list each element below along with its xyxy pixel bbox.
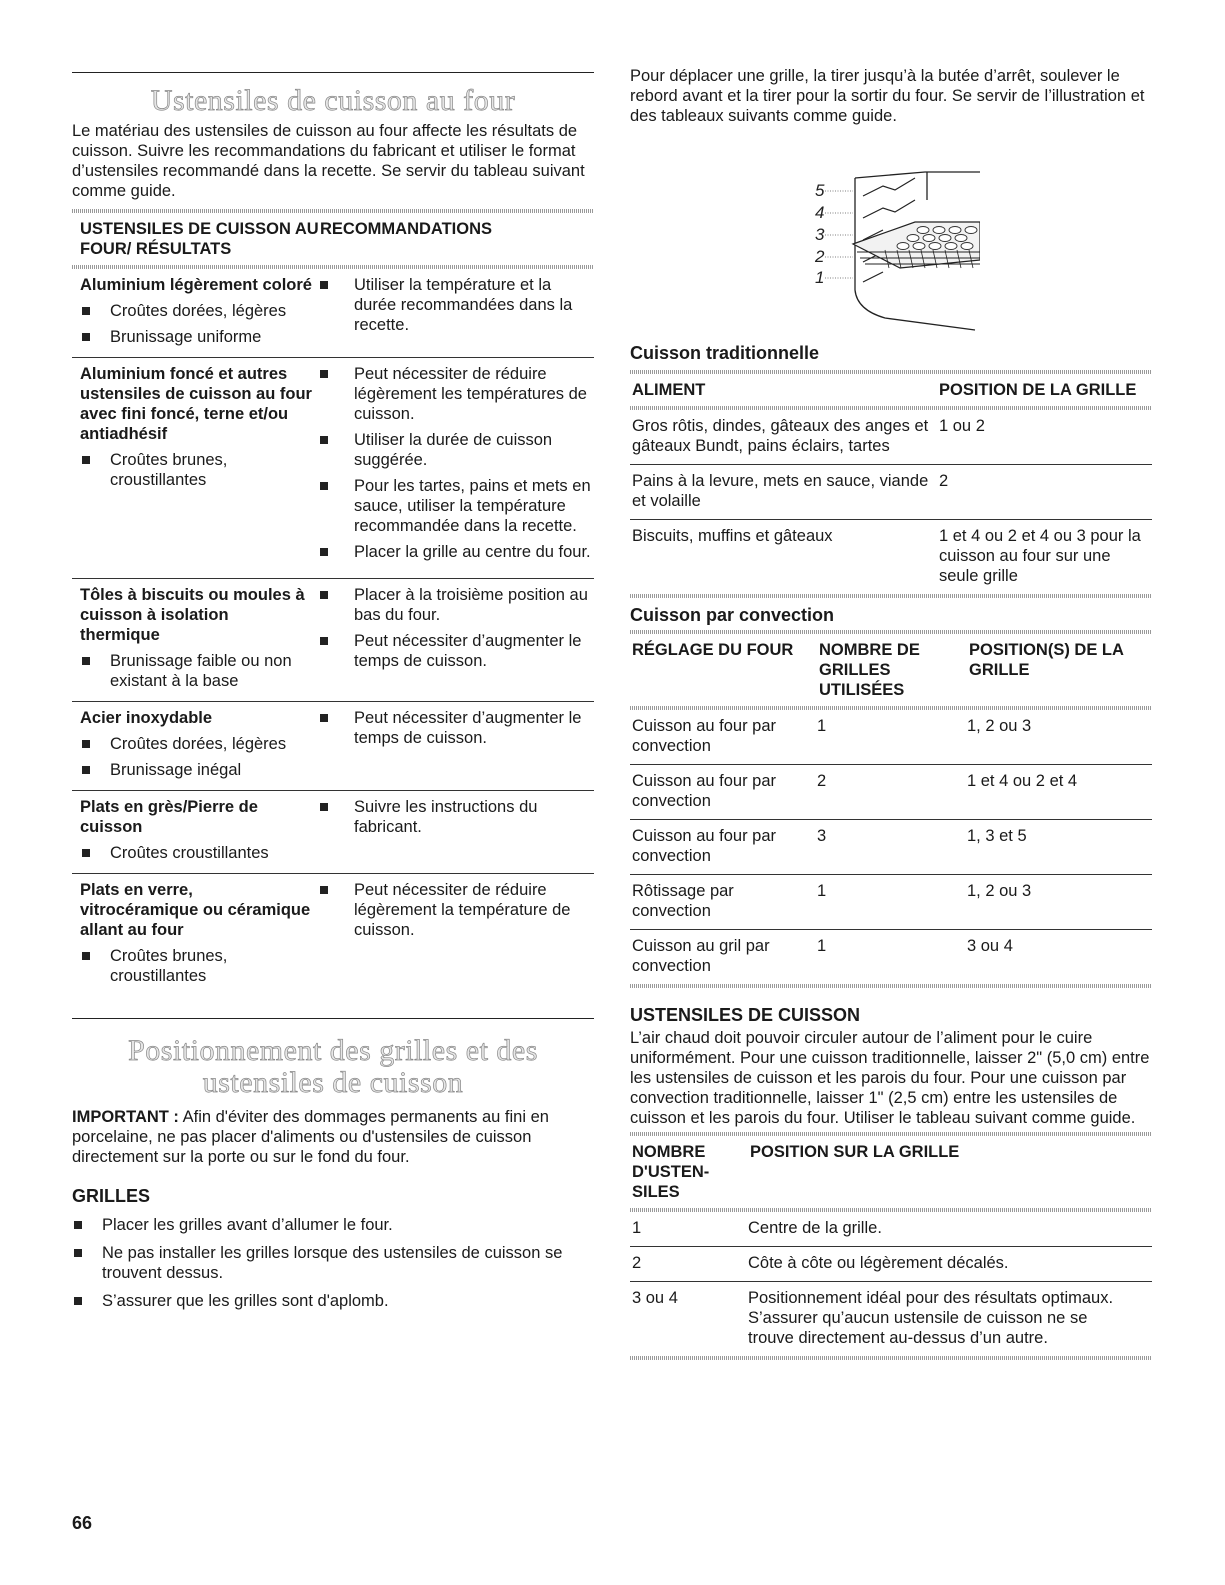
pans-count-cell: 2 xyxy=(632,1254,642,1272)
recommendation-cell xyxy=(312,880,594,986)
grilles-item: Ne pas installer les grilles lorsque des ustensiles de cuisson se trouvent dessus. xyxy=(72,1243,594,1283)
cookware-type-cell xyxy=(80,364,312,568)
setting-cell: Cuisson au four par convection xyxy=(632,772,776,810)
positions-cell: 3 ou 4 xyxy=(967,937,1013,955)
cookware-type-cell xyxy=(80,708,312,780)
rack-intro: Pour déplacer une grille, la tirer jusqu’à la butée d’arrêt, soulever le rebord avant et la tirer pour la sortir du four. Se servir de l’illustration et des tableaux suivants comme guide. xyxy=(630,67,1145,125)
positions-cell: 1, 3 et 5 xyxy=(967,827,1027,845)
recommendation-item: Utiliser la température et la durée recommandées dans la recette. xyxy=(316,275,594,335)
header-position: POSITION DE LA GRILLE xyxy=(939,381,1137,399)
cookware-table-body xyxy=(72,269,594,996)
recommendation-item: Peut nécessiter de réduire légèrement la température de cuisson. xyxy=(316,880,594,940)
table-row xyxy=(630,765,1152,819)
recommendation-cell xyxy=(312,275,594,347)
cookware-row xyxy=(72,874,594,996)
result-item: Brunissage inégal xyxy=(80,760,312,780)
section-title-cookware: Ustensiles de cuisson au four xyxy=(150,84,516,117)
grilles-item: Placer les grilles avant d’allumer le four. xyxy=(72,1215,594,1235)
rack-label-1: 1 xyxy=(815,268,825,287)
table-rule xyxy=(630,984,1152,988)
header-rack-positions: POSITION(S) DE LA GRILLE xyxy=(969,641,1124,679)
positions-cell: 1 et 4 ou 2 et 4 xyxy=(967,772,1078,790)
traditional-table-header xyxy=(630,374,1152,406)
important-label: IMPORTANT : xyxy=(72,1108,179,1126)
cookware-row xyxy=(72,702,594,790)
result-item: Croûtes croustillantes xyxy=(80,843,312,863)
recommendation-item: Suivre les instructions du fabricant. xyxy=(316,797,594,837)
setting-cell: Rôtissage par convection xyxy=(632,882,734,920)
racks-cell: 1 xyxy=(817,937,827,955)
recommendation-item: Placer la grille au centre du four. xyxy=(316,542,594,562)
cookware-row xyxy=(72,579,594,701)
cookware-row xyxy=(72,791,594,873)
result-item: Croûtes brunes, croustillantes xyxy=(80,946,312,986)
setting-cell: Cuisson au four par convection xyxy=(632,717,776,755)
position-cell: 1 ou 2 xyxy=(939,417,985,435)
recommendation-item: Peut nécessiter de réduire légèrement les températures de cuisson. xyxy=(316,364,594,424)
header-setting: RÉGLAGE DU FOUR xyxy=(632,641,794,659)
cookware-row xyxy=(72,358,594,578)
cookware-table-header xyxy=(72,213,594,265)
recommendation-cell xyxy=(312,364,594,568)
cookware-type-cell xyxy=(80,880,312,986)
cookware-name: Plats en verre, vitrocéramique ou céramique allant au four xyxy=(80,881,311,939)
cookware-name: Tôles à biscuits ou moules à cuisson à isolation thermique xyxy=(80,586,305,644)
racks-cell: 1 xyxy=(817,882,827,900)
rack-position-diagram xyxy=(805,160,980,335)
pans-table-body xyxy=(630,1212,1152,1356)
pans-count-cell: 1 xyxy=(632,1219,642,1237)
table-row xyxy=(630,820,1152,874)
table-row xyxy=(630,410,1152,464)
convection-heading: Cuisson par convection xyxy=(630,605,835,625)
grilles-item: S’assurer que les grilles sont d'aplomb. xyxy=(72,1291,594,1311)
header-cookware: USTENSILES DE CUISSON AU FOUR/ RÉSULTATS xyxy=(80,220,319,258)
table-row xyxy=(630,875,1152,929)
positions-cell: 1, 2 ou 3 xyxy=(967,882,1032,900)
section-title-positioning: Positionnement des grilles et des ustensiles de cuisson xyxy=(128,1034,538,1099)
pans-table-header xyxy=(630,1136,1152,1208)
pans-position-cell: Côte à côte ou légèrement décalés. xyxy=(748,1254,1009,1272)
recommendation-item: Placer à la troisième position au bas du four. xyxy=(316,585,594,625)
grilles-heading: GRILLES xyxy=(72,1186,151,1206)
page-number: 66 xyxy=(72,1513,93,1533)
positions-cell: 1, 2 ou 3 xyxy=(967,717,1032,735)
cookware-intro: Le matériau des ustensiles de cuisson au four affecte les résultats de cuisson. Suivre les recommandations du fabricant et utiliser le format d’ustensiles recommandé dans la recette. Se servir du tableau suivant comme guide. xyxy=(72,122,585,200)
table-row xyxy=(630,1282,1152,1356)
cookware-type-cell xyxy=(80,797,312,863)
table-row xyxy=(630,520,1152,594)
grilles-list xyxy=(72,1215,594,1311)
table-row xyxy=(630,1247,1152,1281)
left-column xyxy=(72,0,594,1311)
traditional-table-body xyxy=(630,410,1152,594)
table-rule xyxy=(630,1356,1152,1360)
setting-cell: Cuisson au gril par convection xyxy=(632,937,770,975)
rack-label-2: 2 xyxy=(815,247,825,266)
table-rule xyxy=(630,594,1152,598)
food-cell: Gros rôtis, dindes, gâteaux des anges et gâteaux Bundt, pains éclairs, tartes xyxy=(632,417,929,455)
cookware-text: L’air chaud doit pouvoir circuler autour de l’aliment pour le cuire uniformément. Pour une cuisson traditionnelle, laisser 2" (5,0 cm) entre les ustensiles de cuisson et les parois du four. Pour une cuisson par convection traditionnelle, laisser 1" (2,5 cm) entre les ustensiles de cuisson et les parois du four. Utiliser le tableau suivant comme guide. xyxy=(630,1029,1150,1127)
table-row xyxy=(630,710,1152,764)
result-item: Croûtes dorées, légères xyxy=(80,301,312,321)
result-item: Croûtes brunes, croustillantes xyxy=(80,450,312,490)
recommendation-cell xyxy=(312,797,594,863)
cookware-name: Plats en grès/Pierre de cuisson xyxy=(80,798,258,836)
result-item: Brunissage uniforme xyxy=(80,327,312,347)
cookware-name: Acier inoxydable xyxy=(80,709,213,727)
table-row xyxy=(630,930,1152,984)
cookware-type-cell xyxy=(80,275,312,347)
important-note xyxy=(72,1107,594,1167)
cookware-name: Aluminium foncé et autres ustensiles de cuisson au four avec fini foncé, terne et/ou antiadhésif xyxy=(80,365,312,443)
leader-lines xyxy=(825,191,853,278)
recommendation-item: Utiliser la durée de cuisson suggérée. xyxy=(316,430,594,470)
result-item: Croûtes dorées, légères xyxy=(80,734,312,754)
cookware-type-cell xyxy=(80,585,312,691)
header-recommendations: RECOMMANDATIONS xyxy=(320,220,493,238)
position-cell: 2 xyxy=(939,472,949,490)
recommendation-item: Peut nécessiter d’augmenter le temps de cuisson. xyxy=(316,631,594,671)
racks-cell: 3 xyxy=(817,827,827,845)
position-cell: 1 et 4 ou 2 et 4 ou 3 pour la cuisson au four sur une seule grille xyxy=(939,527,1141,585)
oven-rack xyxy=(853,222,980,268)
convection-table-body xyxy=(630,710,1152,984)
recommendation-cell xyxy=(312,585,594,691)
recommendation-item: Pour les tartes, pains et mets en sauce, utiliser la température recommandée dans la recette. xyxy=(316,476,594,536)
header-racks-used: NOMBRE DE GRILLES UTILISÉES xyxy=(819,641,920,699)
top-rule xyxy=(72,72,594,73)
recommendation-item: Peut nécessiter d’augmenter le temps de cuisson. xyxy=(316,708,594,748)
important-text: Afin d'éviter des dommages permanents au fini en porcelaine, ne pas placer d'aliments ou d'ustensiles de cuisson directement sur la porte ou sur le fond du four. xyxy=(72,1108,549,1166)
rack-label-3: 3 xyxy=(815,225,825,244)
rack-label-4: 4 xyxy=(815,203,825,222)
recommendation-cell xyxy=(312,708,594,780)
section-rule xyxy=(72,1018,594,1019)
racks-cell: 2 xyxy=(817,772,827,790)
food-cell: Biscuits, muffins et gâteaux xyxy=(632,527,833,545)
cookware-name: Aluminium légèrement coloré xyxy=(80,276,312,294)
pans-position-cell: Centre de la grille. xyxy=(748,1219,882,1237)
table-row xyxy=(630,465,1152,519)
convection-table-header xyxy=(630,634,1152,706)
header-rack-position: POSITION SUR LA GRILLE xyxy=(750,1143,960,1161)
pans-position-cell: Positionnement idéal pour des résultats optimaux. S’assurer qu’aucun ustensile de cuisson ne se trouve directement au-dessus d’un autre. xyxy=(748,1289,1114,1347)
table-row xyxy=(630,1212,1152,1246)
traditional-heading: Cuisson traditionnelle xyxy=(630,343,820,363)
cookware-row xyxy=(72,269,594,357)
rack-label-5: 5 xyxy=(815,181,825,200)
header-number-pans: NOMBRE D'USTEN-SILES xyxy=(632,1143,710,1201)
cookware-heading: USTENSILES DE CUISSON xyxy=(630,1005,861,1025)
header-aliment: ALIMENT xyxy=(632,381,706,399)
setting-cell: Cuisson au four par convection xyxy=(632,827,776,865)
racks-cell: 1 xyxy=(817,717,827,735)
pans-count-cell: 3 ou 4 xyxy=(632,1289,678,1307)
food-cell: Pains à la levure, mets en sauce, viande et volaille xyxy=(632,472,929,510)
result-item: Brunissage faible ou non existant à la base xyxy=(80,651,312,691)
